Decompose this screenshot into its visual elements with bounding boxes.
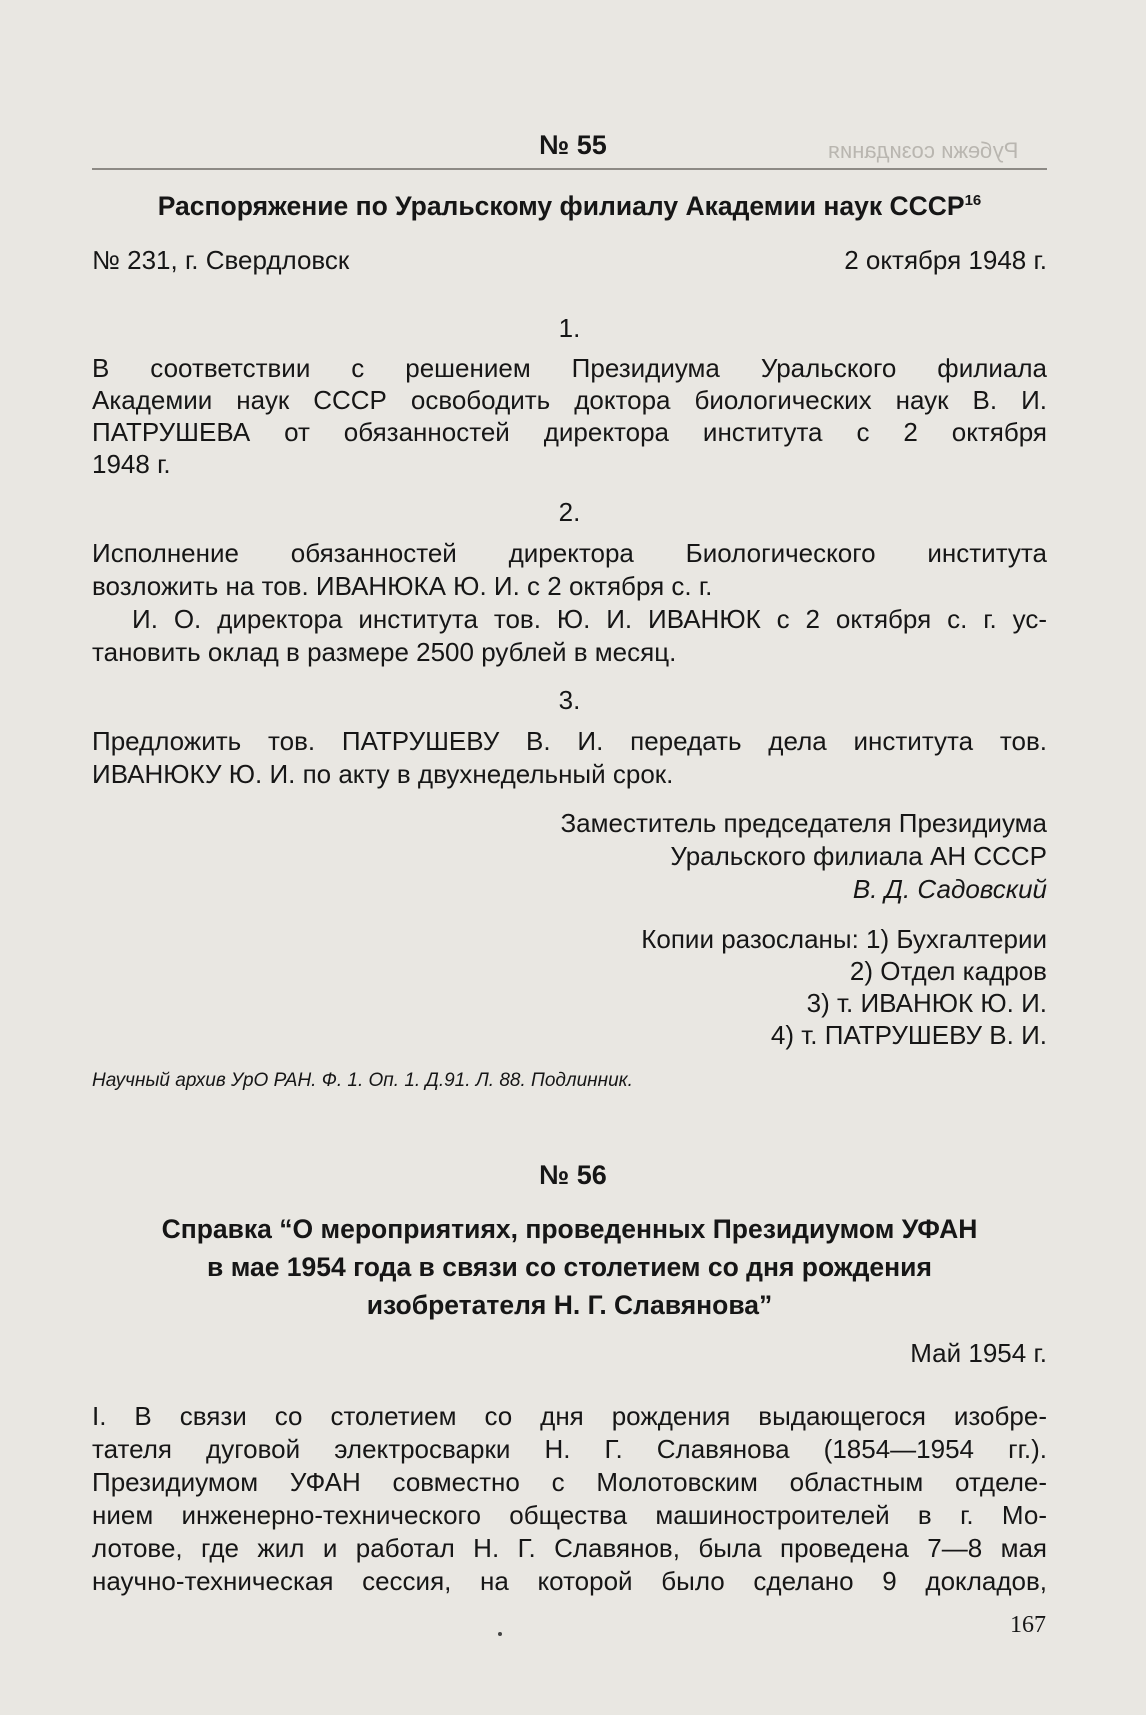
- doc56-text-line: нием инженерно-технического общества машиностроителей в г. Мо-: [92, 1500, 1047, 1530]
- doc55-copies-line: 4) т. ПАТРУШЕВУ В. И.: [770, 1020, 1047, 1050]
- doc55-copies-line: Копии разосланы: 1) Бухгалтерии: [641, 924, 1047, 954]
- doc55-signature-line: Уральского филиала АН СССР: [670, 841, 1047, 871]
- doc55-text-line: тановить оклад в размере 2500 рублей в месяц.: [92, 637, 677, 667]
- doc56-title-line: в мае 1954 года в связи со столетием со дня рождения: [207, 1252, 932, 1282]
- doc55-number: № 55: [539, 130, 607, 160]
- doc56-text-line: I. В связи со столетием со дня рождения выдающегося изобре-: [92, 1401, 1047, 1431]
- doc55-archive-source: Научный архив УрО РАН. Ф. 1. Оп. 1. Д.91. Л. 88. Подлинник.: [92, 1070, 633, 1091]
- doc55-text-line: ПАТРУШЕВА от обязанностей директора института с 2 октября: [92, 417, 1047, 447]
- doc55-title-text: Распоряжение по Уральскому филиалу Академии наук СССР: [157, 190, 965, 221]
- doc55-reg-line: [92, 245, 1047, 276]
- doc55-text-line: И. О. директора института тов. Ю. И. ИВАНЮК с 2 октября с. г. ус-: [132, 604, 1047, 634]
- doc55-section-number: 1.: [558, 313, 581, 343]
- doc55-section-number: 3.: [558, 685, 581, 715]
- doc56-title-line: Справка “О мероприятиях, проведенных Президиумом УФАН: [161, 1214, 978, 1244]
- doc56-number: № 56: [539, 1160, 607, 1190]
- doc55-text-line: В соответствии с решением Президиума Уральского филиала: [92, 353, 1047, 383]
- running-head-ghost: Рубежи созидания: [827, 138, 1018, 163]
- doc55-text-line: Предложить тов. ПАТРУШЕВУ В. И. передать дела института тов.: [92, 726, 1047, 756]
- doc55-text-line: Исполнение обязанностей директора Биологического института: [92, 538, 1047, 568]
- doc55-copies-line: 2) Отдел кадров: [849, 956, 1047, 986]
- doc55-signature-line: Заместитель председателя Президиума: [560, 808, 1047, 838]
- doc55-text-line: 1948 г.: [92, 449, 171, 479]
- doc56-text-line: тателя дуговой электросварки Н. Г. Славянова (1854—1954 гг.).: [92, 1434, 1047, 1464]
- doc56-text-line: Президиумом УФАН совместно с Молотовским областным отделе-: [92, 1467, 1047, 1497]
- doc55-text-line: возложить на тов. ИВАНЮКА Ю. И. с 2 октября с. г.: [92, 571, 713, 601]
- doc56-text-line: научно-техническая сессия, на которой было сделано 9 докладов,: [92, 1566, 1047, 1596]
- doc55-copies-line: 3) т. ИВАНЮК Ю. И.: [806, 988, 1047, 1018]
- doc56-text-line: лотове, где жил и работал Н. Г. Славянов, была проведена 7—8 мая: [92, 1533, 1047, 1563]
- doc55-text-line: ИВАНЮКУ Ю. И. по акту в двухнедельный срок.: [92, 759, 674, 789]
- doc55-signatory-name: В. Д. Садовский: [852, 874, 1047, 904]
- doc55-date: 2 октября 1948 г.: [844, 245, 1047, 275]
- doc55-footnote-ref: 16: [964, 192, 982, 209]
- doc56-title-line: изобретателя Н. Г. Славянова”: [366, 1290, 773, 1320]
- doc55-reg-number: № 231, г. Свердловск: [92, 245, 350, 275]
- doc55-text-line: Академии наук СССР освободить доктора биологических наук В. И.: [92, 385, 1047, 415]
- doc55-title: [92, 182, 1047, 225]
- doc55-section-number: 2.: [558, 497, 581, 527]
- print-speck: [498, 1632, 502, 1636]
- header-rule: [92, 168, 1047, 170]
- page-number: 167: [1010, 1612, 1046, 1638]
- doc56-date: Май 1954 г.: [910, 1338, 1047, 1368]
